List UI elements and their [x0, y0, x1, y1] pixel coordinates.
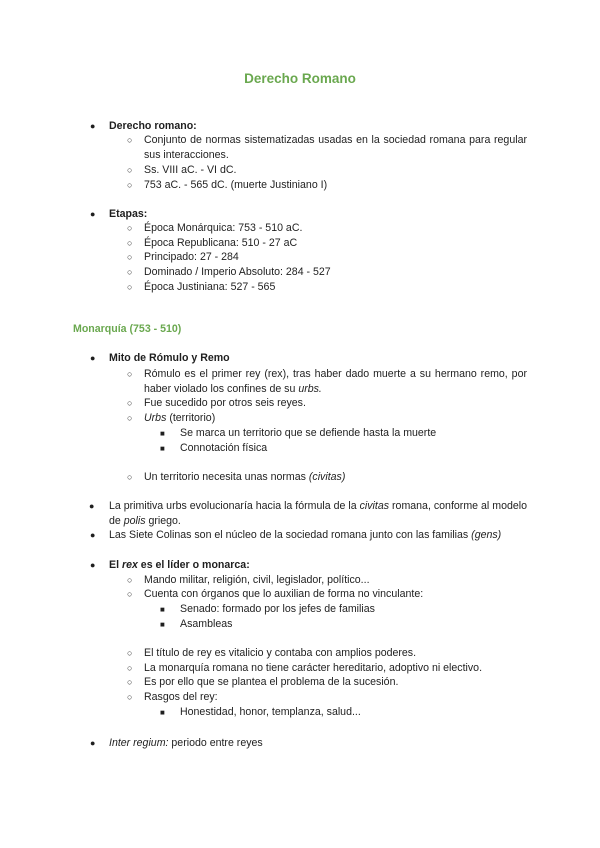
bullet-circle-icon: ○ [127, 692, 133, 702]
list-item-fechas: ○ 753 aC. - 565 dC. (muerte Justiniano I) [127, 179, 328, 191]
list-item-definicion: ○ Conjunto de normas sistematizadas usadas en la sociedad romana para regular sus interacciones. [127, 134, 527, 161]
list-item-sucesion: ○ Es por ello que se plantea el problema de la sucesión. [127, 676, 399, 688]
bullet-square-icon: ■ [160, 444, 165, 453]
list-item-etapa: ○ Época Republicana: 510 - 27 aC [127, 237, 298, 249]
list-item-organos: ○ Cuenta con órganos que lo auxilian de forma no vinculante: [127, 588, 424, 600]
bullet-circle-icon: ○ [127, 472, 133, 482]
list-item-etapa: ○ Época Monárquica: 753 - 510 aC. [127, 222, 303, 234]
list-item-rasgos: ○ Rasgos del rey: [127, 691, 218, 703]
bullet-circle-icon: ○ [127, 165, 133, 175]
bullet-dot-icon: ● [90, 353, 96, 363]
bullet-circle-icon: ○ [127, 589, 133, 599]
sub-item-territorio: ■ Se marca un territorio que se defiende hasta la muerte [160, 427, 437, 439]
bullet-rex: ● El rex es el líder o monarca: [90, 559, 250, 571]
bullet-inter-regium: ● Inter regium: periodo entre reyes [90, 737, 263, 749]
bullet-circle-icon: ○ [127, 135, 133, 145]
list-item-etapa: ○ Principado: 27 - 284 [127, 251, 239, 263]
bullet-dot-icon: ● [90, 560, 96, 570]
bullet-mito: ● Mito de Rómulo y Remo [90, 352, 230, 364]
bullet-circle-icon: ○ [127, 398, 133, 408]
bullet-square-icon: ■ [160, 620, 165, 629]
bullet-etapas: ● Etapas: [90, 208, 148, 220]
list-item-urbs: ○ Urbs (territorio) [127, 412, 216, 424]
list-item-mando: ○ Mando militar, religión, civil, legislador, político... [127, 574, 370, 586]
bullet-circle-icon: ○ [127, 267, 133, 277]
list-item-titulo: ○ El título de rey es vitalicio y contaba con amplios poderes. [127, 647, 417, 659]
sub-item-asambleas: ■ Asambleas [160, 618, 233, 630]
list-item-etapa: ○ Época Justiniana: 527 - 565 [127, 281, 276, 293]
bullet-circle-icon: ○ [127, 282, 133, 292]
list-item-siglos: ○ Ss. VIII aC. - VI dC. [127, 164, 237, 176]
bullet-circle-icon: ○ [127, 663, 133, 673]
section-heading-monarquia: Monarquía (753 - 510) [73, 323, 182, 335]
bullet-circle-icon: ○ [127, 369, 133, 379]
bullet-circle-icon: ○ [127, 238, 133, 248]
bullet-siete-colinas: ● Las Siete Colinas son el núcleo de la sociedad romana junto con las familias (gens) [90, 529, 502, 541]
bullet-square-icon: ■ [160, 429, 165, 438]
sub-item-senado: ■ Senado: formado por los jefes de familias [160, 603, 375, 615]
bullet-urbs-evolucion: ● La primitiva urbs evolucionaría hacia la fórmula de la civitas romana, conforme al modelo de polis griego. [89, 500, 527, 527]
bullet-dot-icon: ● [90, 530, 96, 540]
bullet-circle-icon: ○ [127, 252, 133, 262]
bullet-circle-icon: ○ [127, 648, 133, 658]
bullet-dot-icon: ● [90, 121, 96, 131]
list-item-civitas: ○ Un territorio necesita unas normas (civitas) [127, 471, 346, 483]
bullet-dot-icon: ● [90, 209, 96, 219]
bullet-dot-icon: ● [90, 738, 96, 748]
bullet-circle-icon: ○ [127, 677, 133, 687]
bullet-circle-icon: ○ [127, 223, 133, 233]
bullet-square-icon: ■ [160, 708, 165, 717]
bullet-square-icon: ■ [160, 605, 165, 614]
list-item-sucedido: ○ Fue sucedido por otros seis reyes. [127, 397, 306, 409]
sub-item-connotacion: ■ Connotación física [160, 442, 268, 454]
bullet-dot-icon: ● [89, 501, 95, 511]
bullet-circle-icon: ○ [127, 180, 133, 190]
list-item-hereditario: ○ La monarquía romana no tiene carácter hereditario, adoptivo ni electivo. [127, 662, 483, 674]
bullet-circle-icon: ○ [127, 413, 133, 423]
document-title: Derecho Romano [244, 71, 356, 86]
sub-item-honestidad: ■ Honestidad, honor, templanza, salud... [160, 706, 361, 718]
list-item-etapa: ○ Dominado / Imperio Absoluto: 284 - 527 [127, 266, 331, 278]
list-item-romulo: ○ Rómulo es el primer rey (rex), tras haber dado muerte a su hermano remo, por haber violado los confines de su urbs. [127, 368, 527, 395]
bullet-circle-icon: ○ [127, 575, 133, 585]
bullet-derecho-romano: ● Derecho romano: [90, 120, 197, 132]
